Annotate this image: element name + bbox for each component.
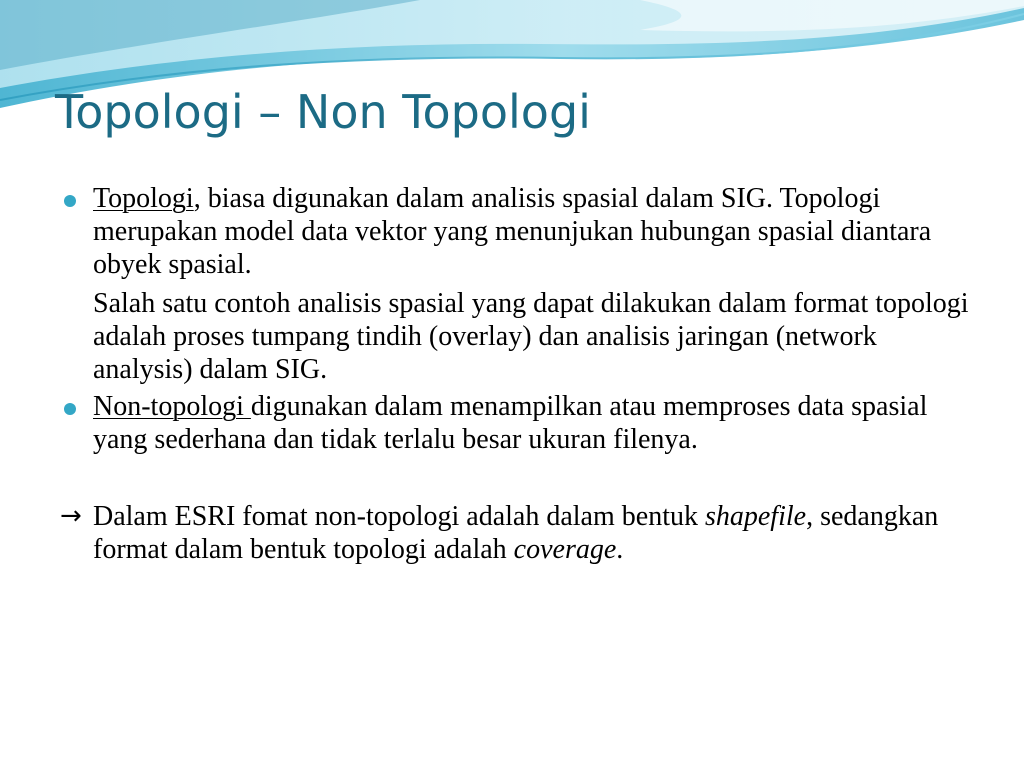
right-arrow-icon: →: [60, 501, 82, 531]
bullet-item-topologi: [60, 182, 970, 386]
esri-format-note: [60, 500, 970, 566]
note-text: Dalam ESRI fomat non-topologi adalah dalam bentuk: [93, 501, 705, 532]
bullet-term-underlined: Topologi: [93, 183, 194, 214]
bullet-continuation-paragraph: Salah satu contoh analisis spasial yang dapat dilakukan dalam format topologi adalah proses tumpang tindih (overlay) dan analisis jaringan (network analysis) dalam SIG.: [93, 288, 969, 385]
bullet-text: , biasa digunakan dalam analisis spasial dalam SIG. Topologi merupakan model data vektor yang menunjukan hubungan spasial diantara obyek spasial.: [93, 183, 932, 280]
note-italic-shapefile: shapefile: [704, 501, 807, 532]
bullet-term-underlined: Non-topologi: [93, 391, 251, 422]
bullet-dot-icon: [64, 403, 76, 415]
bullet-text: digunakan dalam menampilkan atau memproses data spasial yang sederhana dan tidak terlalu besar ukuran filenya.: [93, 391, 928, 455]
bullet-item-non-topologi: [60, 390, 970, 456]
note-italic-coverage: coverage: [513, 534, 617, 565]
note-text: , sedangkan format dalam bentuk topologi adalah: [93, 501, 939, 565]
bullet-paragraph: [93, 182, 970, 281]
bullet-paragraph: [93, 390, 970, 456]
slide-content: [60, 182, 970, 566]
note-text: .: [616, 534, 624, 565]
bullet-dot-icon: [64, 195, 76, 207]
slide-title: Topologi – Non Topologi: [55, 85, 591, 139]
